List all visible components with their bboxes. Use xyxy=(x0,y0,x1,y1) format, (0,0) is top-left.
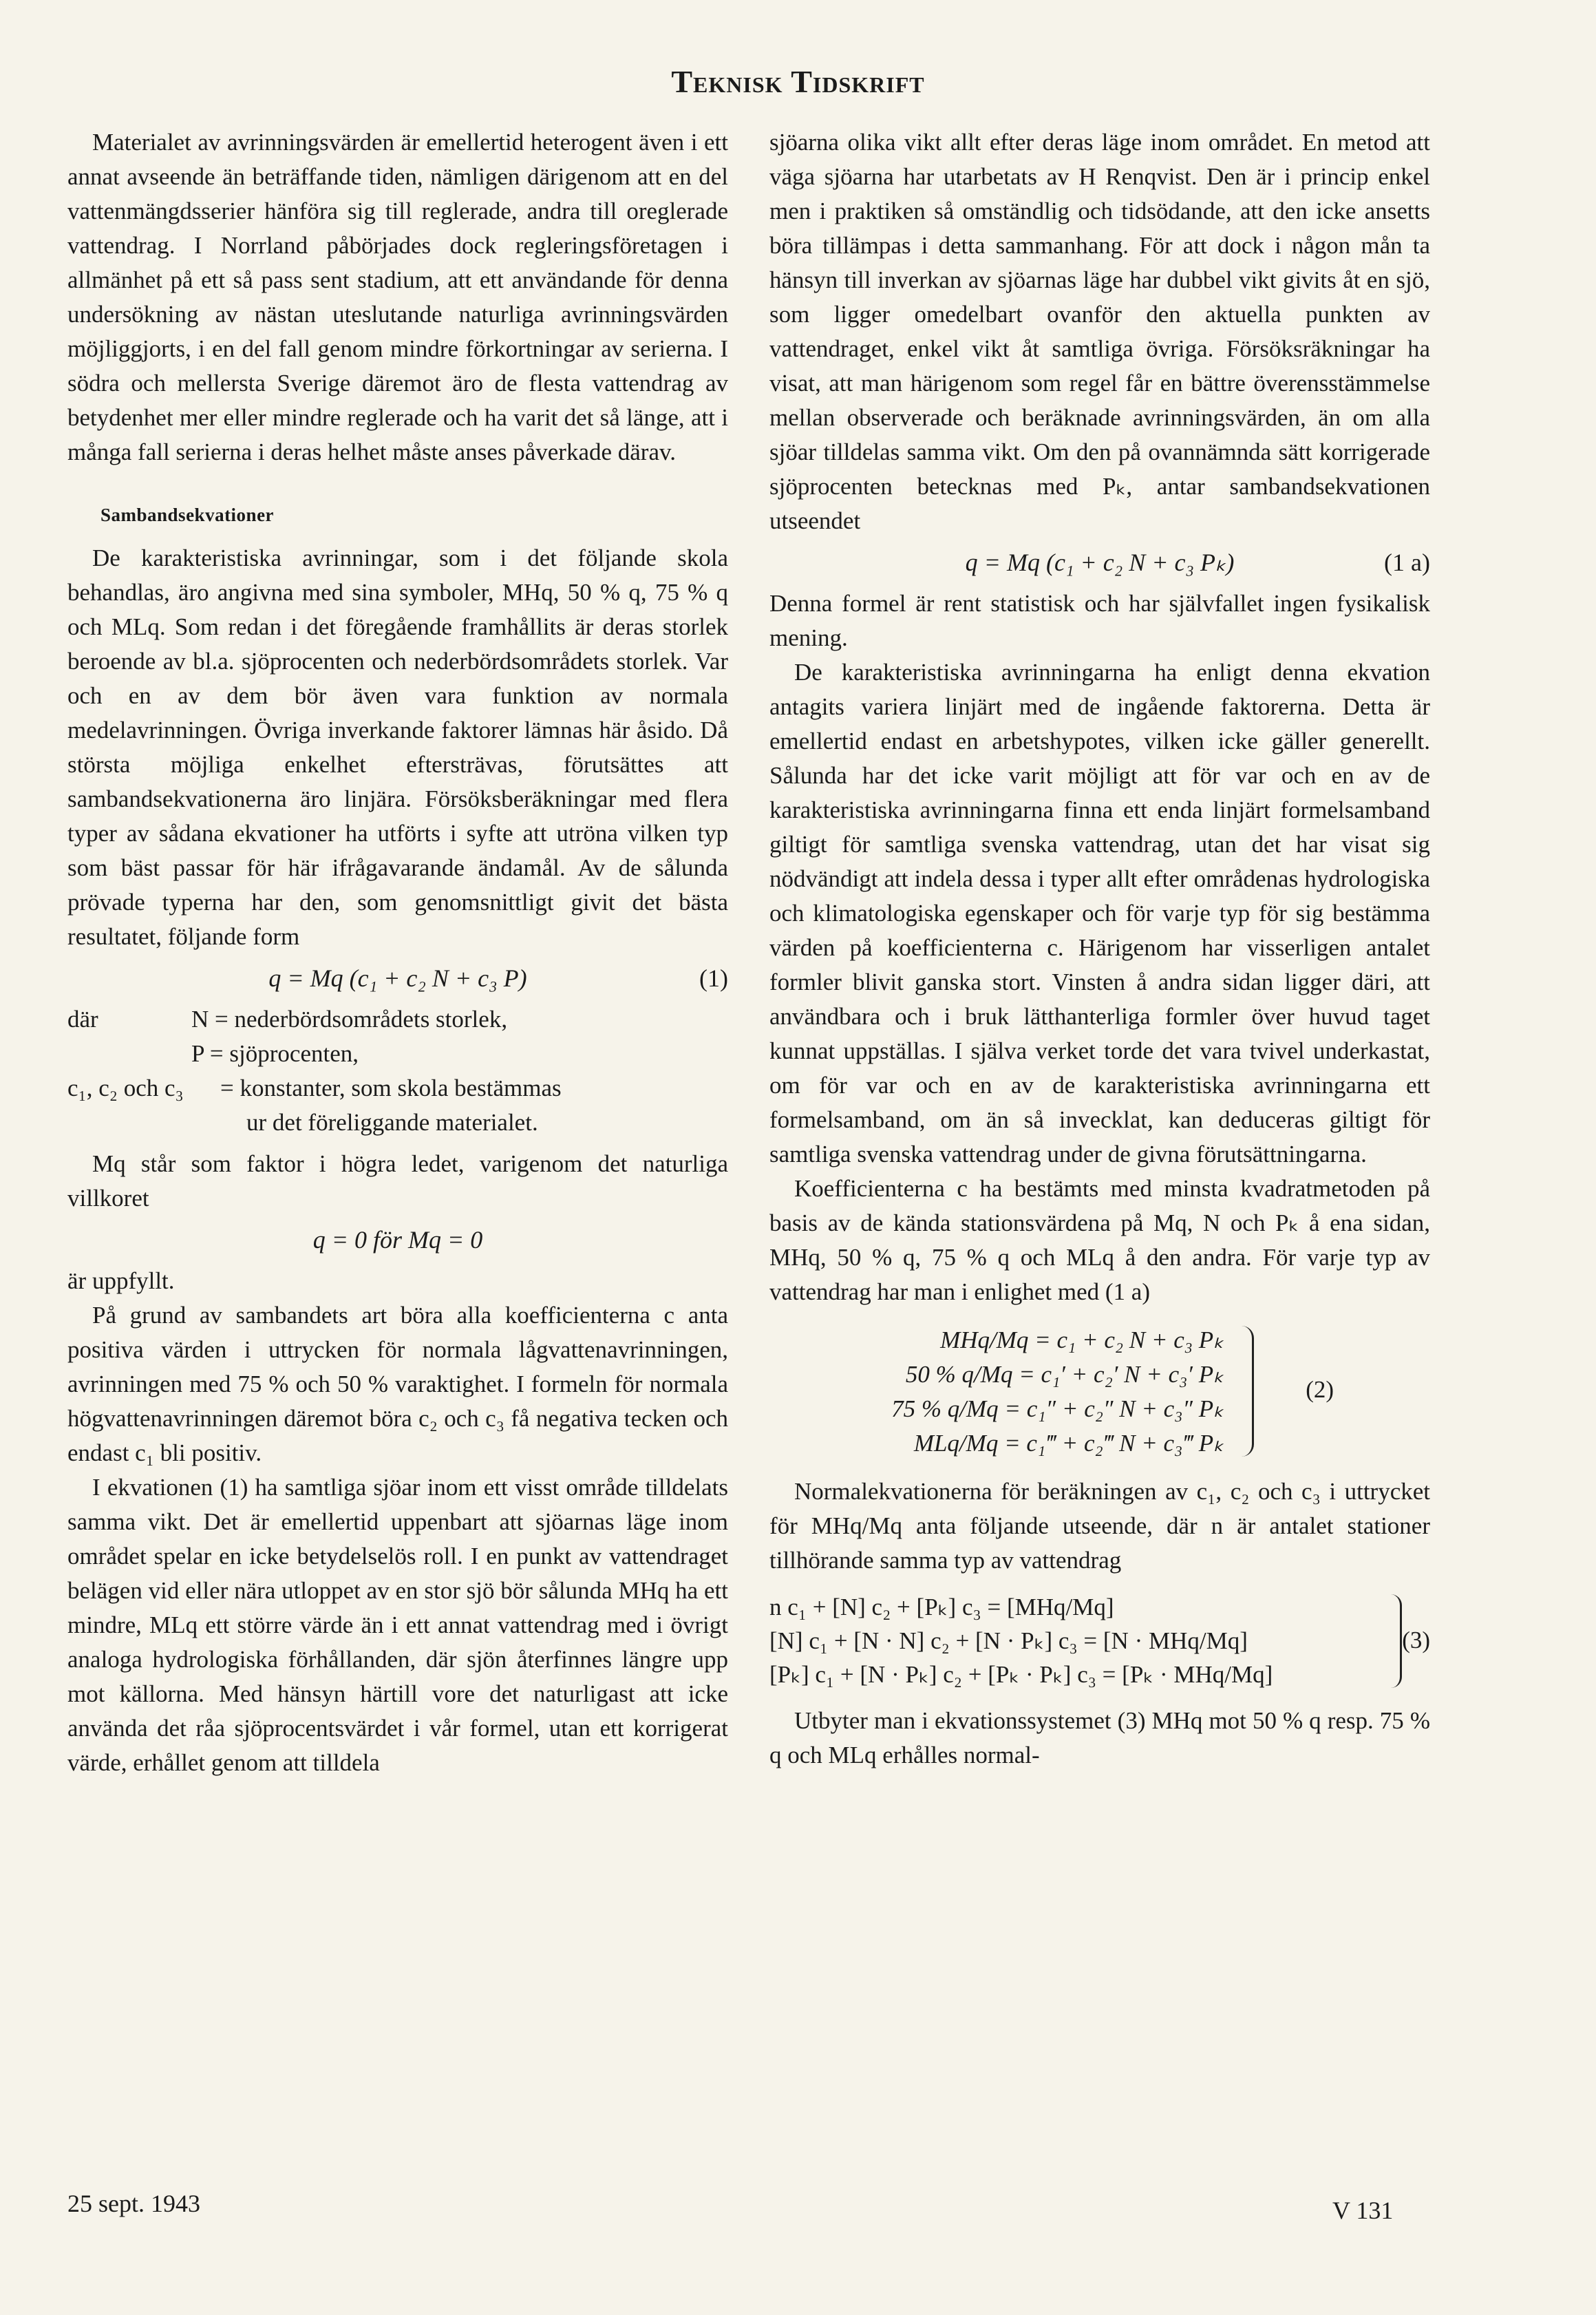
paragraph: Koefficienterna c ha bestämts med minsta kvadratmetoden på basis av de kända stationsvärdena på Mq, N och Pₖ å ena sidan, MHq, 50 % q, 75 % q och MLq å den andra. För varje typ av vattendrag har man i enlighet med (1 a) xyxy=(769,1175,1430,1305)
journal-header: Teknisk Tidskrift xyxy=(671,64,925,99)
equation-system-3 xyxy=(769,1590,1430,1691)
definition-row xyxy=(67,1037,728,1071)
paragraph: Utbyter man i ekvationssystemet (3) MHq mot 50 % q resp. 75 % q och MLq erhålles normal- xyxy=(769,1707,1430,1768)
equation-2 xyxy=(67,1218,728,1261)
equation-number: (1) xyxy=(699,964,728,992)
definition-text: ur det föreliggande materialet. xyxy=(246,1109,538,1136)
brace xyxy=(1389,1594,1402,1688)
equation-number: (2) xyxy=(1306,1376,1334,1403)
paragraph: Materialet av avrinningsvärden är emellertid heterogent även i ett annat avseende än beträffande tiden, nämligen därigenom att en del vattenmängdsserier hänföra sig till reglerade, andra till oreglerade vattendrag. I Norrland påbörjades dock regleringsföretagen i allmänhet på ett så pass sent stadium, att ett användande för denna undersökning av nästan uteslutande naturliga avrinningsvärden möjliggjorts, i en del fall genom mindre förkortningar av serierna. I södra och mellersta Sverige däremot äro de flesta vattendrag av betydenhet mer eller mindre reglerade och ha varit det så länge, att i många fall serierna i deras helhet måste anses påverkade därav. xyxy=(67,129,728,465)
equation-row: MHq/Mq = c₁ + c₂ N + c₃ Pₖ xyxy=(940,1326,1224,1353)
equation-number: (1 a) xyxy=(1384,549,1430,576)
equation-row: [N] c₁ + [N · N] c₂ + [N · Pₖ] c₃ = [N · MHq/Mq] xyxy=(769,1627,1248,1654)
left-column xyxy=(67,125,728,1780)
definition-label: c₁, c₂ och c₃ xyxy=(67,1075,184,1101)
definition-row xyxy=(67,1002,728,1037)
paragraph: De karakteristiska avrinningarna ha enligt denna ekvation antagits variera linjärt med de ingående faktorerna. Detta är emellertid endast en arbetshypotes, vilken icke gäller generellt. Sålunda har det icke varit möjligt att för var och en av de karakteristiska avrinningarna finna ett enda linjärt formelsamband giltigt för samtliga svenska vattendrag, utan det har visat sig nödvändigt att indela dessa i typer allt efter områdenas hydrologiska och klimatologiska egenskaper och för varje typ för sig bestämma värden på koefficienterna c. Härigenom har visserligen antalet formler blivit ganska stort. Vinsten å andra sidan ligger däri, att användbara och i bruk lätthanterliga formler över huvud taget kunnat uppställas. I själva verket torde det vara tvivel underkastat, om för var och en av de karakteristiska avrinningarna ett formelsamband, om än så invecklat, kan deduceras giltigt för samtliga svenska vattendrag under de givna förutsättningarna. xyxy=(769,659,1430,1167)
equation-system-2 xyxy=(769,1323,1430,1461)
definition-row xyxy=(67,1106,728,1140)
paragraph: De karakteristiska avrinningar, som i det följande skola behandlas, äro angivna med sina symboler, MHq, 50 % q, 75 % q och MLq. Som redan i det föregående framhållits är deras storlek beroende av bl.a. sjöprocenten och nederbördsområdets storlek. Var och en av dem bör även vara funktion av normala medelavrinningen. Övriga inverkande faktorer lämnas här åsido. Då största möjliga enkelhet eftersträvas, förutsättes att sambandsekvationerna äro linjära. Försöksberäkningar med flera typer av sådana ekvationer ha utförts i syfte att utröna vilken typ som bäst passar för här ifrågavarande ändamål. Av de sålunda prövade typerna har den, som genomsnittligt givit det bästa resultatet, följande form xyxy=(67,545,728,950)
definition-label: där xyxy=(67,1006,98,1033)
definition-text: N = nederbördsområdets storlek, xyxy=(191,1006,508,1033)
paragraph: I ekvationen (1) ha samtliga sjöar inom ett visst område tilldelats samma vikt. Det är emellertid uppenbart att sjöarnas läge inom området spelar en icke betydelselös roll. I en punkt av vattendraget belägen vid eller nära utloppet av en stor sjö bör sålunda MHq ha ett mindre, MLq ett större värde än i ett annat vattendrag med i övrigt analoga hydrologiska förhållanden, där sjön återfinnes längre upp mot källorna. Med hänsyn härtill vore det naturligast att icke använda det råa sjöprocentsvärdet i vår formel, utan ett korrigerat värde, erhållet genom att tilldela xyxy=(67,1474,728,1776)
equation-text: q = Mq (c₁ + c₂ N + c₃ P) xyxy=(268,964,527,992)
definition-text: = konstanter, som skola bestämmas xyxy=(220,1075,562,1101)
definition-row xyxy=(67,1071,728,1106)
equation-1a xyxy=(769,541,1430,584)
equation-row: [Pₖ] c₁ + [N · Pₖ] c₂ + [Pₖ · Pₖ] c₃ = [Pₖ · MHq/Mq] xyxy=(769,1661,1273,1688)
paragraph: Normalekvationerna för beräkningen av c₁, c₂ och c₃ i uttrycket för MHq/Mq anta följande utseende, där n är antalet stationer tillhörande samma typ av vattendrag xyxy=(769,1478,1430,1574)
paragraph: På grund av sambandets art böra alla koefficienterna c anta positiva värden i uttrycken för normala lågvattenavrinningen, avrinningen med 75 % och 50 % varaktighet. I formeln för normala högvattenavrinningen däremot böra c₂ och c₃ få negativa tecken och endast c₁ bli positiv. xyxy=(67,1302,728,1466)
right-column xyxy=(769,125,1430,1773)
equation-row: MLq/Mq = c₁‴ + c₂‴ N + c₃‴ Pₖ xyxy=(913,1430,1224,1457)
equation-text: q = 0 för Mq = 0 xyxy=(312,1226,483,1254)
equation-1 xyxy=(67,957,728,1000)
brace xyxy=(1238,1326,1254,1457)
page-number: V 131 xyxy=(1332,2197,1394,2224)
equation-number: (3) xyxy=(1402,1627,1430,1653)
paragraph: är uppfyllt. xyxy=(67,1267,175,1294)
paragraph: Denna formel är rent statistisk och har självfallet ingen fysikalisk mening. xyxy=(769,590,1430,651)
definition-text: P = sjöprocenten, xyxy=(191,1040,359,1067)
equation-row: n c₁ + [N] c₂ + [Pₖ] c₃ = [MHq/Mq] xyxy=(769,1594,1114,1620)
equation-row: 50 % q/Mq = c₁′ + c₂′ N + c₃′ Pₖ xyxy=(905,1361,1224,1388)
equation-row: 75 % q/Mq = c₁″ + c₂″ N + c₃″ Pₖ xyxy=(891,1395,1224,1422)
section-heading: Sambandsekvationer xyxy=(100,505,275,525)
paragraph: sjöarna olika vikt allt efter deras läge inom området. En metod att väga sjöarna har utarbetats av H Renqvist. Den är i princip enkel men i praktiken så omständlig och tidsödande, att den icke ansetts böra tillämpas i detta sammanhang. För att dock i någon mån ta hänsyn till inverkan av sjöarnas läge har dubbel vikt givits åt en sjö, som ligger omedelbart ovanför den aktuella punkten av vattendraget, enkel vikt åt samtliga övriga. Försöksräkningar ha visat, att man härigenom som regel får en bättre överensstämmelse mellan observerade och beräknade avrinningsvärden, än om alla sjöar tilldelas samma vikt. Om den på ovannämnda sätt korrigerade sjöprocenten betecknas med Pₖ, antar sambandsekvationen utseendet xyxy=(769,129,1430,534)
equation-text: q = Mq (c₁ + c₂ N + c₃ Pₖ) xyxy=(965,549,1235,576)
paragraph: Mq står som faktor i högra ledet, varigenom det naturliga villkoret xyxy=(67,1150,728,1212)
issue-date: 25 sept. 1943 xyxy=(67,2190,200,2217)
